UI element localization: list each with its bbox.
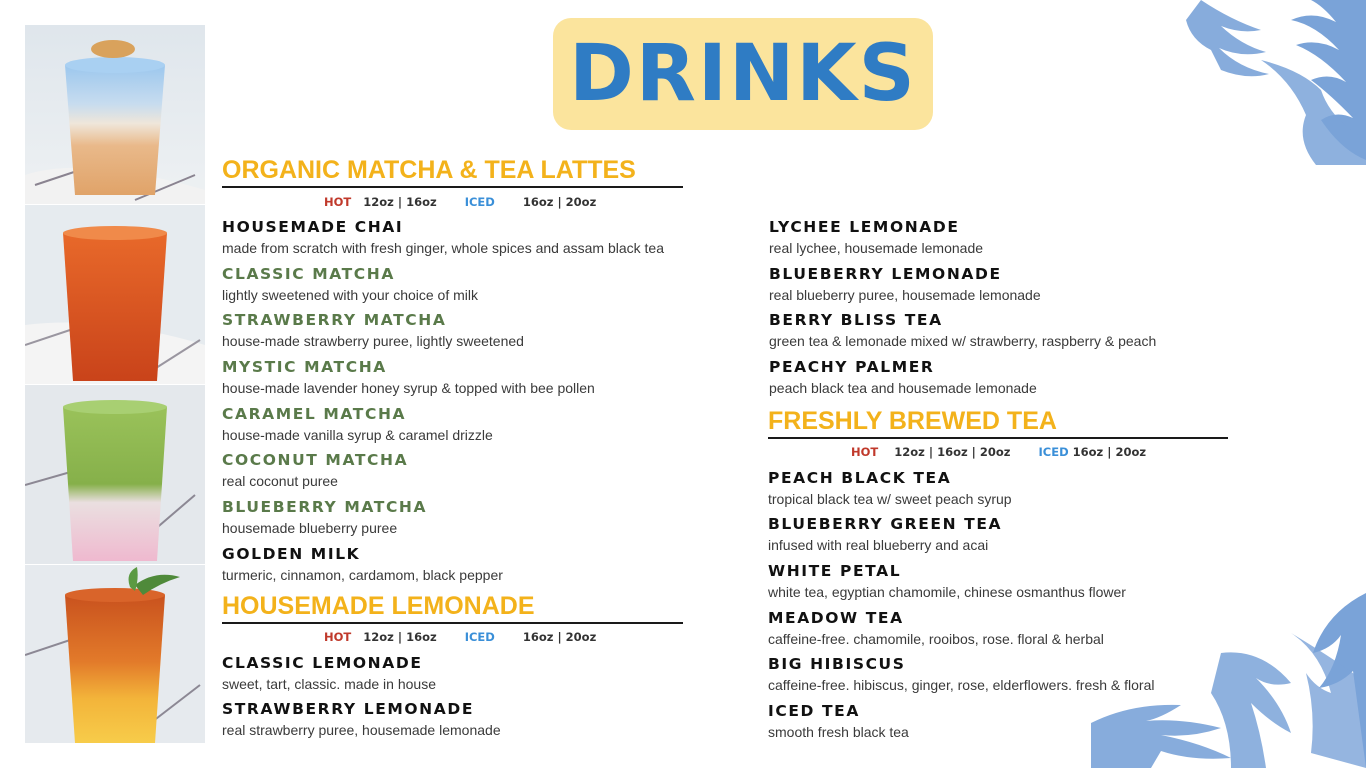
item-description: infused with real blueberry and acai bbox=[768, 537, 989, 553]
item-description: house-made strawberry puree, lightly sweetened bbox=[222, 333, 524, 349]
item-name: CARAMEL MATCHA bbox=[222, 405, 407, 423]
item-name: MYSTIC MATCHA bbox=[222, 358, 387, 376]
menu-item bbox=[222, 265, 478, 304]
item-description: lightly sweetened with your choice of milk bbox=[222, 287, 479, 303]
palm-leaf-top-icon bbox=[1091, 0, 1366, 165]
iced-label: ICED bbox=[464, 630, 495, 644]
menu-item bbox=[222, 700, 501, 739]
iced-sizes: 16oz | 20oz bbox=[522, 195, 597, 209]
menu-item bbox=[769, 358, 1037, 397]
item-description: housemade blueberry puree bbox=[222, 520, 398, 536]
section-title-matcha: ORGANIC MATCHA & TEA LATTES bbox=[222, 156, 636, 184]
peach-lemonade-photo bbox=[25, 565, 205, 744]
item-name: BLUEBERRY LEMONADE bbox=[769, 265, 1002, 283]
item-name: COCONUT MATCHA bbox=[222, 451, 409, 469]
item-description: caffeine-free. hibiscus, ginger, rose, elderflowers. fresh & floral bbox=[768, 677, 1155, 693]
title-banner bbox=[553, 18, 933, 130]
item-name: STRAWBERRY MATCHA bbox=[222, 311, 447, 329]
item-description: white tea, egyptian chamomile, chinese osmanthus flower bbox=[768, 584, 1126, 600]
item-name: BLUEBERRY MATCHA bbox=[222, 498, 428, 516]
item-name: CLASSIC LEMONADE bbox=[222, 654, 423, 672]
menu-item bbox=[769, 265, 1041, 304]
section-divider bbox=[768, 437, 1228, 439]
menu-item bbox=[768, 515, 1002, 554]
item-name: CLASSIC MATCHA bbox=[222, 265, 395, 283]
iced-label: ICED bbox=[1038, 445, 1069, 459]
item-name: PEACH BLACK TEA bbox=[768, 469, 952, 487]
hot-label: HOT bbox=[851, 445, 879, 459]
item-description: green tea & lemonade mixed w/ strawberry, raspberry & peach bbox=[769, 333, 1157, 349]
menu-item bbox=[768, 562, 1126, 601]
hot-label: HOT bbox=[324, 630, 352, 644]
item-description: real lychee, housemade lemonade bbox=[769, 240, 984, 256]
hot-sizes: 12oz | 16oz bbox=[363, 195, 437, 209]
item-name: BERRY BLISS TEA bbox=[769, 311, 943, 329]
butterfly-pea-latte-photo bbox=[25, 25, 205, 204]
menu-item bbox=[222, 654, 436, 693]
section-divider bbox=[222, 622, 683, 624]
item-description: sweet, tart, classic. made in house bbox=[222, 676, 436, 692]
item-name: LYCHEE LEMONADE bbox=[769, 218, 960, 236]
size-legend-matcha bbox=[324, 195, 596, 209]
menu-item bbox=[222, 498, 427, 537]
item-name: STRAWBERRY LEMONADE bbox=[222, 700, 475, 718]
item-description: peach black tea and housemade lemonade bbox=[769, 380, 1037, 396]
item-name: HOUSEMADE CHAI bbox=[222, 218, 404, 236]
item-name: ICED TEA bbox=[768, 702, 860, 720]
item-description: tropical black tea w/ sweet peach syrup bbox=[768, 491, 1012, 507]
item-name: PEACHY PALMER bbox=[769, 358, 935, 376]
item-description: turmeric, cinnamon, cardamom, black pepper bbox=[222, 567, 503, 583]
size-legend-brewed bbox=[851, 445, 1146, 459]
item-name: BIG HIBISCUS bbox=[768, 655, 906, 673]
item-name: MEADOW TEA bbox=[768, 609, 904, 627]
item-description: real coconut puree bbox=[222, 473, 338, 489]
item-name: BLUEBERRY GREEN TEA bbox=[768, 515, 1003, 533]
section-divider bbox=[222, 186, 683, 188]
item-name: GOLDEN MILK bbox=[222, 545, 361, 563]
item-description: real strawberry puree, housemade lemonade bbox=[222, 722, 501, 738]
menu-item bbox=[768, 609, 1104, 648]
section-title-lemonade: HOUSEMADE LEMONADE bbox=[222, 592, 535, 620]
iced-sizes: 16oz | 20oz bbox=[522, 630, 597, 644]
menu-item bbox=[768, 702, 909, 741]
iced-sizes: 16oz | 20oz bbox=[1072, 445, 1147, 459]
item-description: caffeine-free. chamomile, rooibos, rose. floral & herbal bbox=[768, 631, 1104, 647]
menu-item bbox=[222, 405, 493, 444]
hot-sizes: 12oz | 16oz | 20oz bbox=[894, 445, 1011, 459]
item-description: house-made lavender honey syrup & topped with bee pollen bbox=[222, 380, 595, 396]
iced-tea-photo bbox=[25, 205, 205, 384]
menu-item bbox=[222, 218, 664, 257]
iced-matcha-photo bbox=[25, 385, 205, 564]
menu-item bbox=[222, 311, 524, 350]
item-description: made from scratch with fresh ginger, whole spices and assam black tea bbox=[222, 240, 664, 256]
hot-label: HOT bbox=[324, 195, 352, 209]
menu-item bbox=[769, 311, 1156, 350]
section-title-brewed-tea: FRESHLY BREWED TEA bbox=[768, 407, 1057, 435]
hot-sizes: 12oz | 16oz bbox=[363, 630, 437, 644]
item-description: house-made vanilla syrup & caramel drizzle bbox=[222, 427, 493, 443]
item-description: real blueberry puree, housemade lemonade bbox=[769, 287, 1041, 303]
photo-column bbox=[25, 25, 205, 743]
menu-item bbox=[768, 469, 1012, 508]
iced-label: ICED bbox=[464, 195, 495, 209]
size-legend-lemonade bbox=[324, 630, 596, 644]
menu-item bbox=[222, 451, 408, 490]
menu-item bbox=[222, 358, 595, 397]
menu-item bbox=[222, 545, 503, 584]
page-title: DRINKS bbox=[569, 29, 917, 119]
item-name: WHITE PETAL bbox=[768, 562, 902, 580]
item-description: smooth fresh black tea bbox=[768, 724, 909, 740]
menu-item bbox=[768, 655, 1154, 694]
menu-item bbox=[769, 218, 983, 257]
